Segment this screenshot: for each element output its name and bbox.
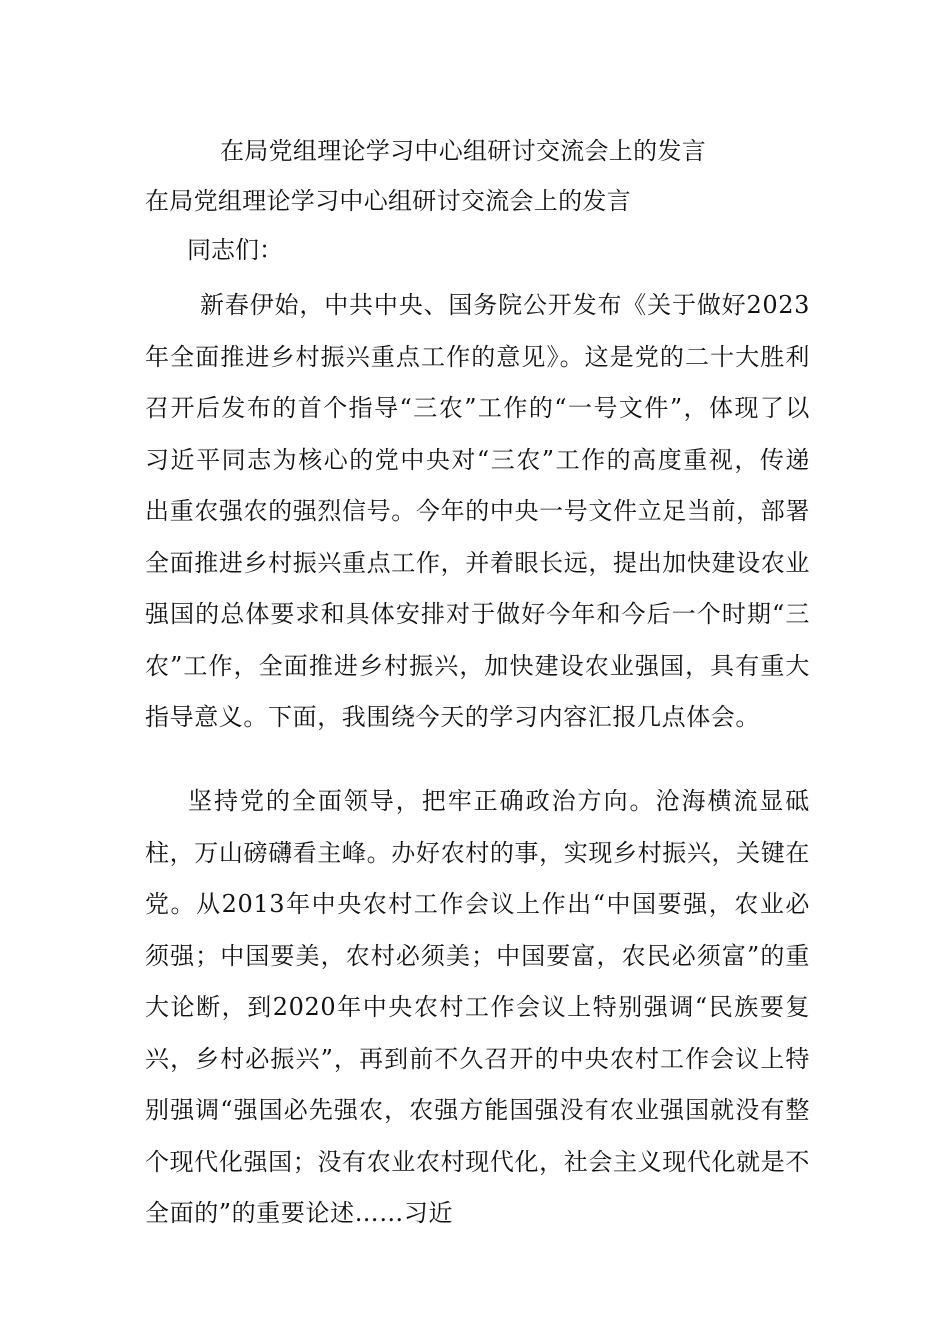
salutation: 同志们： xyxy=(187,236,283,264)
document-subtitle: 在局党组理论学习中心组研讨交流会上的发言 xyxy=(145,187,631,215)
body-paragraph-2: 坚持党的全面领导，把牢正确政治方向。沧海横流显砥柱，万山磅礴看主峰。办好农村的事，实现乡村振兴，关键在党。从2013年中央农村工作会议上作出“中国要强，农业必须强；中国要美，农村必须美；中国要富，农民必须富”的重大论断，到2020年中央农村工作会议上特别强调“民族要复兴，乡村必振兴”，再到前不久召开的中央农村工作会议上特别强调“强国必先强农，农强方能国强没有农业强国就没有整个现代化强国；没有农业农村现代化，社会主义现代化就是不全面的”的重要论述……习近 xyxy=(145,787,810,1227)
body-paragraph-1: 新春伊始，中共中央、国务院公开发布《关于做好2023年全面推进乡村振兴重点工作的意见》。这是党的二十大胜利召开后发布的首个指导“三农”工作的“一号文件”，体现了以习近平同志为核心的党中央对“三农”工作的高度重视，传递出重农强农的强烈信号。今年的中央一号文件立足当前，部署全面推进乡村振兴重点工作，并着眼长远，提出加快建设农业强国的总体要求和具体安排对于做好今年和今后一个时期“三农”工作，全面推进乡村振兴，加快建设农业强国，具有重大指导意义。下面，我围绕今天的学习内容汇报几点体会。 xyxy=(145,291,810,731)
document-title: 在局党组理论学习中心组研讨交流会上的发言 xyxy=(220,137,706,165)
